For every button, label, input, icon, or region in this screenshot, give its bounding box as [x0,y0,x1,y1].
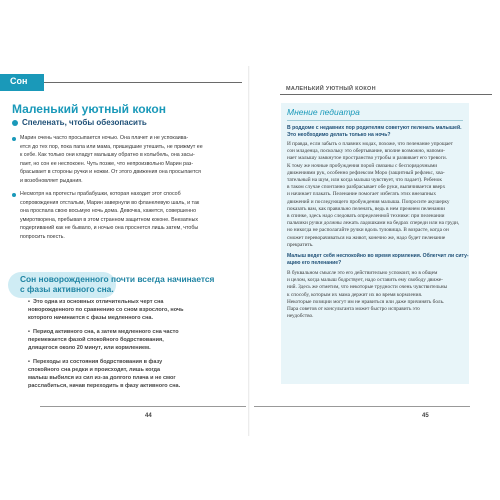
page-heading: Маленький уютный кокон [12,102,166,116]
section-label: Сон [10,76,28,86]
header-rule [280,94,492,95]
answer-2: В буквальном смысле это его действительно успокоит, но в общем и целом, когда малыш бодрствует, надо оставить ему свободу движе- ний. Здесь же отметим, что некоторые трудности очень чувствительны к способу, которым их мама держит их во время кормления. Некоторые позиции могут им не нравиться или даже причинять боль. Пара советов от консультанта может быстро исправить это неудобство. [287,270,448,320]
question-1: В роддоме с недавних пор родителям советуют пеленать малышей. Это необходимо делать только на ночь? [287,125,462,139]
header-rule [44,82,242,83]
callout-item: • Переходы из состояния бодрствования в фазу спокойного сна редки и происходят, лишь когда малыш выбился из сил из-за долгого плача и не смог расслабиться, начав переходить в фазу активного сна. [28,359,181,389]
book-spread [0,66,500,436]
subheading: Спеленать, чтобы обезопасить [22,118,147,127]
callout-title: Сон новорожденного почти всегда начинается с фазы активного сна. [20,274,215,294]
paragraph-bullet-icon [12,137,16,141]
question-2: Малыш ведет себя неспокойно во время кормления. Облегчит ли ситу- ацию его пеленание? [287,253,469,267]
footer-rule [40,406,246,407]
left-page [0,66,250,436]
running-head: МАЛЕНЬКИЙ УЮТНЫЙ КОКОН [286,86,376,92]
bullet-icon [12,120,18,126]
page-number-right: 45 [422,413,429,419]
box-divider [287,120,463,121]
box-title: Мнение педиатра [287,107,360,117]
callout-item: • Период активного сна, а затем медленного сна часто перемежается фазой спокойного бодрствования, длящегося около 20 минут, или кормлением. [28,329,179,351]
page-number-left: 44 [145,413,152,419]
paragraph-bullet-icon [12,193,16,197]
paragraph-1: Марин очень часто просыпается ночью. Она плачет и не успокаива- ется до тех пор, пока папа или мама, пришедшие утешить, не прижмут ее к себе. Как только они кладут малышку обратно в колыбель, она засы- пает, но сон ее неспокоен. Чуть позже, что непроизвольно Марин раз- брасывает в стороны ручки и ножки. От этого движения она просыпается и возобновляет рыдания. [20,135,203,184]
footer-rule [254,406,470,407]
pediatrician-box [281,103,469,384]
answer-1: И правда, если забыть о плавних модах, похоже, что пеленание упрощает сон младенца, поскольку это обертывание, вполне возможно, напоми- нает малышу замкнутое пространство утробы и развивает его тревоги. К тому же ночные пробуждения порой связаны с беспорядочными движениями рук, особенно рефлексом Моро (защитный рефлекс, хва- тательный на шум, или когда малыш чувствует, что падает). Ребенок в таком случае спонтанно разбрасывает обе руки, выпячивается вверх и начинает плакать. Пеленание помогает избегать этих внезапных движений и последующего пробуждения малыша. Попросите акушерку показать вам, как правильно пеленать, ведь в нем прежнем пеленании в спинке, здесь надо следовать определенной технике: при пеленании пальчики ручки должны лежать ладошками на бедрах спереди или на груди, но никогда не располагайте ручки вдоль туловища. В возрасте, когда он сможет переворачиваться на живот, конечно же, надо будет пеленание прекратить. [287,141,460,248]
right-page [250,66,500,436]
section-tab [0,74,44,91]
paragraph-2: Несмотря на протесты прабабушки, которая находит этот способ сопровождения отсталым, Марин завернули во фланелевую шаль, и так она проспала свою восьмую ночь дома. Девочка, кажется, совершенно умиротворена, пребывая в этом странном защитном коконе. Внезапных подергиваний как не бывало, и ночью она проснется лишь затем, чтобы попросить поесть. [20,191,200,240]
callout-item: • Это одна из основных отличительных черт сна новорожденного по сравнению со сном взрослого, ночь которого начинается с фазы медленного сна. [28,299,184,321]
